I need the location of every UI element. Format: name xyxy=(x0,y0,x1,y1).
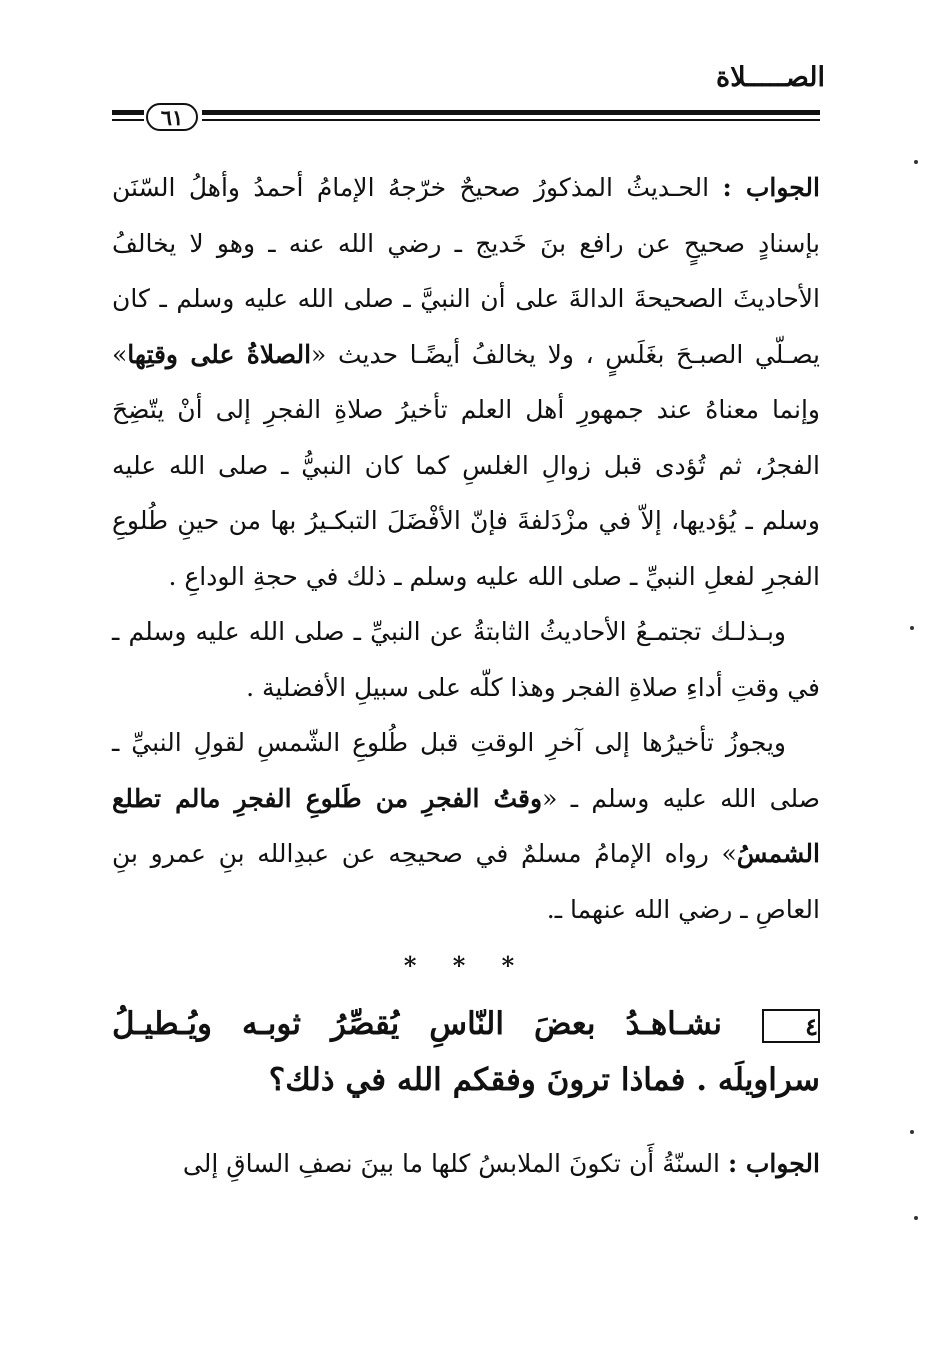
quote-close: » xyxy=(721,839,737,868)
header-rule xyxy=(112,103,820,139)
rule-left-segment xyxy=(112,110,144,121)
next-answer-text: السنّةُ أَن تكونَ الملابسُ كلها ما بينَ نصفِ الساقِ إلى xyxy=(182,1149,721,1178)
narration-text: رواه الإمامُ مسلمٌ في صحيحِه عن عبدِالله بنِ عمرو بنِ العاصِ ـ رضي الله عنهما ـ. xyxy=(112,839,820,924)
reconciliation-paragraph: وبـذلـك تجتمـعُ الأحاديثُ الثابتةُ عن النبيِّ ـ صلى الله عليه وسلم ـ في وقتِ أداءِ صلاةِ الفجر وهذا كلّه على سبيلِ الأفضلية . xyxy=(112,617,820,702)
answer-text-continued: وإنما معناهُ عند جمهورِ أهل العلم تأخيرُ صلاةِ الفجرِ إلى أنْ يتّضِحَ الفجرُ، ثم تُؤدى قبل زوالِ الغلسِ كما كان النبيُّ ـ صلى الله عليه وسلم ـ يُؤديها، إلاّ في مزْدَلفةَ فإنّ الأفْضَلَ التبكـيرُ بها من حينِ طُلوعِ الفجرِ لفعلِ النبيِّ ـ صلى الله عليه وسلم ـ ذلك في حجةِ الوداعِ . xyxy=(112,395,820,591)
page-content xyxy=(112,160,820,1192)
margin-mark xyxy=(910,1130,914,1134)
permission-paragraph xyxy=(112,715,820,937)
answer-paragraph xyxy=(112,160,820,604)
answer-text: الحـديثُ المذكورُ صحيحٌ خرّجهُ الإمامُ أحمدُ وأهلُ السّنَن بإسنادٍ صحيحٍ عن رافع بنَ خَديج ـ رضي الله عنه ـ وهو لا يخالفُ الأحاديثَ الصحيحةَ الدالةَ على أن النبيَّ ـ صلى الله عليه وسلم ـ كان يصـلّي الصبـحَ بغَلَسٍ ، ولا يخالفُ أيضًـا حديث xyxy=(112,173,820,369)
answer-label: الجواب : xyxy=(722,173,820,202)
question-heading xyxy=(112,996,820,1108)
quote-close: » xyxy=(112,339,128,369)
page-number: ٦١ xyxy=(146,103,198,131)
question-text: نشـاهـدُ بعضَ النّاسِ يُقصِّرُ ثوبـه ويُـطيـلُ سراويلَه . فماذا ترونَ وفقكم الله في ذلك؟ xyxy=(112,1006,820,1098)
question-number-box: ٤ xyxy=(762,1009,820,1043)
hadith-quote: الصلاةُ على وقتِها xyxy=(127,339,312,369)
rule-right-segment xyxy=(202,110,820,121)
quote-open: « xyxy=(542,783,558,813)
permission-text: ويجوزُ تأخيرُها إلى آخرِ الوقتِ قبل طُلوعِ الشّمسِ لقولِ النبيِّ ـ صلى الله عليه وسلم ـ xyxy=(112,728,820,813)
next-answer-paragraph xyxy=(112,1136,820,1192)
hadith-quote: وقتُ الفجرِ من طَلوعِ الفجرِ مالم تطلع الشمسُ xyxy=(112,783,820,868)
section-separator: * * * xyxy=(403,951,529,980)
quote-open: « xyxy=(311,339,327,369)
answer-label: الجواب : xyxy=(727,1149,820,1178)
margin-mark xyxy=(910,626,914,630)
margin-mark xyxy=(914,160,918,164)
running-title: الصـــــلاة xyxy=(716,62,825,93)
margin-mark xyxy=(914,1216,918,1220)
